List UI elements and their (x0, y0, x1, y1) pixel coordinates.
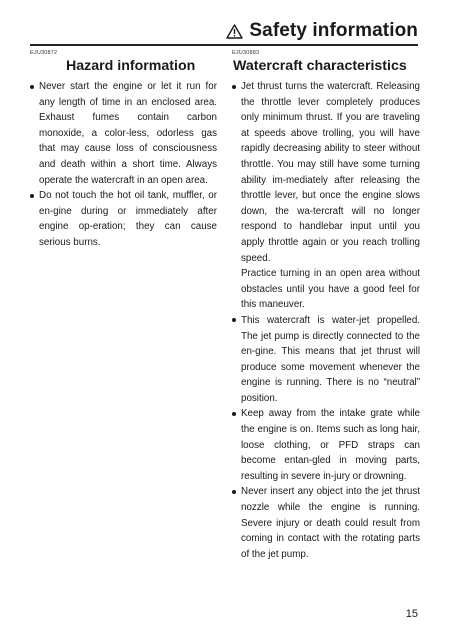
list-item (232, 313, 420, 407)
bullet-dot (30, 194, 34, 198)
page-number: 15 (405, 608, 418, 620)
section-title-hazard: Hazard information (66, 58, 196, 74)
list-item (232, 484, 420, 562)
section-code: EJU30883 (232, 50, 260, 56)
list-item (30, 79, 217, 188)
bullet-dot (232, 318, 236, 322)
list-item (232, 406, 420, 484)
bullet-dot (30, 85, 34, 89)
bullet-text: Never insert any object into the jet thrust nozzle while the engine is running. Severe injury or death could result from coming in contact with the rotating parts of the jet pump. (241, 486, 420, 560)
bullet-dot (232, 490, 236, 494)
page-header (30, 14, 418, 46)
bullet-dot (232, 85, 236, 89)
bullet-dot (232, 412, 236, 416)
bullet-text: This watercraft is water-jet propelled. The jet pump is directly connected to the en-gine. This means that jet thrust will produce some movement whenever the engine is running. There is no “neutral” position. (241, 314, 420, 404)
right-column (232, 50, 420, 562)
watercraft-bullet-list (232, 79, 420, 562)
left-column (30, 50, 217, 251)
bullet-text: Never start the engine or let it run for any length of time in an enclosed area. Exhaust fumes contain carbon monoxide, a color-less, odorless gas that may cause loss of consciousness and death within a short time. Always operate the watercraft in an open area. (39, 81, 217, 186)
bullet-text-continued: Practice turning in an open area without obstacles until you have a good feel for this maneuver. (241, 268, 420, 311)
header-inner (226, 20, 418, 44)
hazard-bullet-list (30, 79, 217, 251)
list-item (232, 79, 420, 313)
bullet-text: Keep away from the intake grate while the engine is on. Items such as long hair, loose clothing, or PFD straps can become entan-gled in moving parts, resulting in severe in-jury or drowning. (241, 408, 420, 482)
page-header-title: Safety information (249, 20, 418, 41)
warning-triangle-icon (226, 24, 243, 39)
list-item (30, 188, 217, 250)
section-code: EJU30872 (30, 50, 58, 56)
bullet-text: Do not touch the hot oil tank, muffler, or en-gine during or immediately after engine op-eration; they can cause serious burns. (39, 190, 217, 248)
section-title-watercraft: Watercraft characteristics (233, 58, 407, 74)
bullet-text: Jet thrust turns the watercraft. Releasing the throttle lever completely produces only minimum thrust. If you are traveling at speeds above trolling, you will have rapidly decreasing ability to steer without throttle. You may still have some turning ability im-mediately after releasing the throttle lever, but once the engine slows down, the wa-tercraft will no longer respond to handlebar input until you apply throttle again or you reach trolling speed. (241, 81, 420, 264)
